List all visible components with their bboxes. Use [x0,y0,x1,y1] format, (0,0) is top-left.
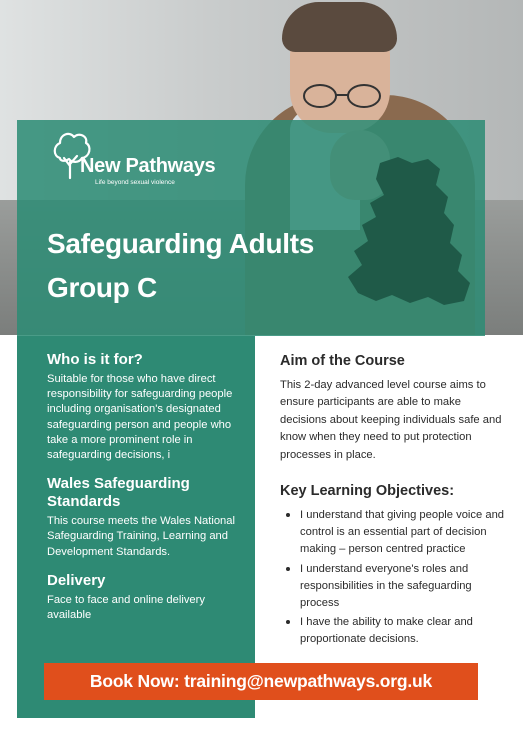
book-now-banner[interactable]: Book Now: training@newpathways.org.uk [44,663,478,700]
objectives-heading: Key Learning Objectives: [280,483,455,500]
standards-text: This course meets the Wales National Safeguarding Training, Learning and Development Standards. [47,515,235,558]
list-item [280,561,505,613]
bullet-icon [286,567,290,571]
title-line-2: Group C [47,272,157,303]
objective-text: I understand that giving people voice and control is an essential part of decision making – person centred practice [300,509,505,556]
objectives-list [280,507,505,649]
delivery-heading: Delivery [47,571,106,589]
aim-heading: Aim of the Course [280,353,405,369]
brand-tagline: Life beyond sexual violence [95,179,175,186]
who-heading: Who is it for? [47,351,143,368]
brand-name: New Pathways [80,155,216,177]
title-line-1: Safeguarding Adults [47,228,315,259]
wales-map-icon [340,155,475,315]
list-item [280,507,505,559]
list-item [280,614,505,648]
glasses-icon [300,82,386,110]
aim-text: This 2-day advanced level course aims to ensure participants are able to make decisions about keeping individuals safe and know when they need to put protection processes in place. [280,379,502,461]
bullet-icon [286,620,290,624]
left-content [47,351,247,635]
bullet-icon [286,513,290,517]
page-title [47,222,314,310]
standards-heading: Wales Safeguarding Standards [47,475,190,511]
objective-text: I understand everyone's roles and responsibilities in the safeguarding process [300,562,472,610]
objective-text: I have the ability to make clear and proportionate decisions. [300,616,473,646]
person-hair [282,2,397,52]
delivery-text: Face to face and online delivery available [47,593,205,622]
right-content [280,352,505,651]
who-text: Suitable for those who have direct responsibility for safeguarding people including organisation's designated safeguarding person and people who take a more prominent role in safeguarding decisions, i [47,373,233,462]
